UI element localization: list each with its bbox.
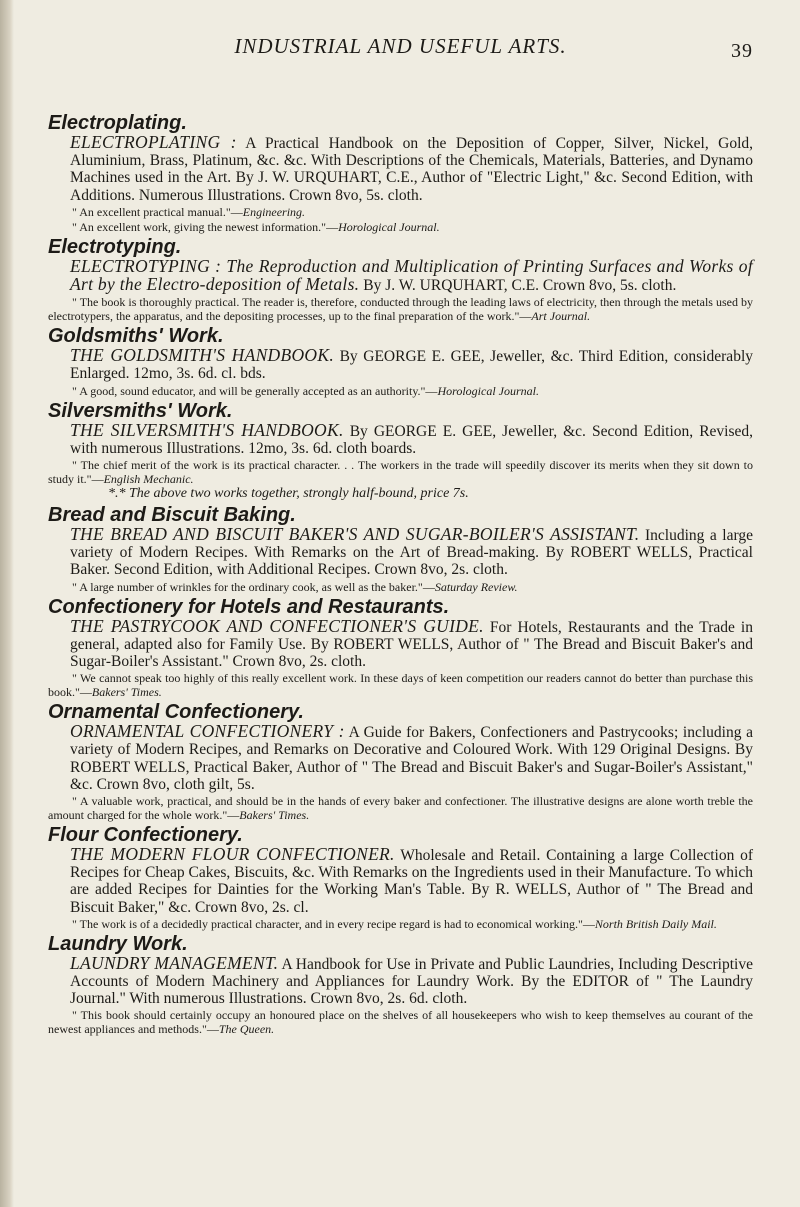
book-description: By GEORGE E. GEE, Jeweller, &c. Second Edition, Revised, with numerous Illustrations. 12mo, 3s. 6d. cloth boards.	[70, 422, 754, 457]
review-quote	[48, 458, 753, 486]
entry-heading: Electrotyping.	[48, 235, 182, 258]
entry-heading: Silversmiths' Work.	[48, 399, 233, 422]
entry-electrotyping	[48, 236, 753, 323]
entry-electroplating	[48, 112, 753, 234]
entry-body	[70, 255, 753, 295]
book-description: For Hotels, Restaurants and the Trade in general, adapted also for Family Use. By ROBERT WELLS, Author of " The Bread and Biscuit Baker's and Sugar-Boiler's Assistant." Crown 8vo, 2s. cloth.	[70, 618, 753, 671]
entry-body	[70, 846, 753, 916]
book-description: Including a large variety of Modern Recipes. With Remarks on the Art of Bread-making. By ROBERT WELLS, Practical Baker. Second Edition, with Additional Recipes. Crown 8vo, 2s. cloth.	[70, 527, 754, 579]
review-text: " The work is of a decidedly practical character, and in every recipe regard is had to economical working."—	[72, 916, 595, 931]
running-head	[48, 30, 753, 64]
review-quote	[48, 917, 753, 931]
entry-goldsmiths-work	[48, 325, 753, 397]
book-page	[48, 30, 753, 1038]
review-quote	[48, 295, 753, 323]
review-source: Horological Journal.	[437, 383, 539, 398]
review-quote	[48, 205, 753, 219]
review-text: " The chief merit of the work is its practical character. . . The workers in the trade will speedily discover its merits when they sit down to study it."—	[48, 458, 753, 487]
book-description: By GEORGE E. GEE, Jeweller, &c. Third Edition, considerably Enlarged. 12mo, 3s. 6d. cl. bds.	[70, 348, 753, 383]
book-title: ELECTROPLATING :	[70, 132, 237, 152]
entry-heading: Electroplating.	[48, 112, 187, 134]
review-source: Bakers' Times.	[239, 808, 310, 823]
review-source: Art Journal.	[531, 309, 591, 324]
entry-body	[70, 723, 753, 793]
entry-laundry-work	[48, 933, 753, 1037]
review-quote	[48, 1008, 753, 1036]
book-description: A Guide for Bakers, Confectioners and Pastrycooks; including a variety of Modern Recipes, and Remarks on Decorative and Coloured Work. With 129 Original Designs. By ROBERT WELLS, Practical Baker, Author of " The Bread and Biscuit Baker's and Sugar-Boiler's Assistant," &c. Crown 8vo, cloth gilt, 5s.	[70, 724, 753, 793]
entry-body	[70, 526, 753, 579]
review-text: " A valuable work, practical, and should be in the hands of every baker and confectioner. The illustrative designs are alone worth treble the amount charged for the whole work."—	[48, 794, 753, 823]
entry-confectionery-hotels	[48, 596, 753, 700]
review-text: " A large number of wrinkles for the ordinary cook, as well as the baker."—	[72, 579, 435, 594]
entry-silversmiths-work	[48, 400, 753, 502]
review-text: " We cannot speak too highly of this really excellent work. In these days of keen competition our readers cannot do better than purchase this book."—	[48, 671, 753, 700]
review-text: " This book should certainly occupy an honoured place on the shelves of all housekeepers who wish to keep themselves au courant of the newest appliances and methods."—	[48, 1008, 753, 1037]
review-text: " An excellent work, giving the newest information."—	[72, 219, 339, 234]
review-source: Bakers' Times.	[91, 685, 162, 700]
review-quote	[48, 580, 753, 594]
review-quote	[48, 671, 753, 699]
book-description: A Handbook for Use in Private and Public Laundries, Including Descriptive Accounts of Modern Machinery and Appliances for Laundry Work. By the EDITOR of " The Laundry Journal." With numerous Illustrations. Crown 8vo, 2s. 6d. cloth.	[70, 955, 753, 1008]
entry-body	[70, 347, 753, 382]
entry-heading: Confectionery for Hotels and Restaurants.	[48, 595, 450, 618]
review-quote	[48, 794, 753, 822]
entry-body	[70, 952, 753, 1008]
book-title: THE SILVERSMITH'S HANDBOOK.	[70, 419, 344, 440]
review-quote	[48, 384, 753, 398]
book-description: By J. W. URQUHART, C.E. Crown 8vo, 5s. cloth.	[363, 277, 677, 295]
combined-price-note: *.* The above two works together, strongly half-bound, price 7s.	[108, 486, 469, 502]
review-text: " The book is thoroughly practical. The reader is, therefore, conducted through the leading laws of electricity, then through the metals used by electrotypers, the apparatus, and the depositing processes, up to the final preparation of the work."—	[48, 295, 753, 324]
book-title: THE PASTRYCOOK AND CONFECTIONER'S GUIDE.	[70, 615, 484, 636]
entry-ornamental-confectionery	[48, 701, 753, 822]
review-text: " An excellent practical manual."—	[72, 204, 243, 219]
catalogue-entries	[48, 112, 753, 1036]
book-title: LAUNDRY MANAGEMENT.	[70, 952, 279, 973]
review-quote	[48, 220, 753, 234]
book-description: Wholesale and Retail. Containing a large Collection of Recipes for Cheap Cakes, Biscuits, &c. With Remarks on the Ingredients used in their Manufacture. To which are added Recipes for Dainties for the Working Man's Table. By R. WELLS, Author of " The Bread and Biscuit Baker," &c. Crown 8vo, 2s. cl.	[70, 847, 753, 916]
running-title: INDUSTRIAL AND USEFUL ARTS.	[234, 34, 567, 58]
review-source: Horological Journal.	[338, 219, 440, 234]
entry-body	[70, 134, 753, 204]
book-spine-shadow	[0, 0, 14, 1207]
entry-flour-confectionery	[48, 824, 753, 931]
review-text: " A good, sound educator, and will be generally accepted as an authority."—	[72, 383, 438, 398]
book-title: THE GOLDSMITH'S HANDBOOK.	[70, 345, 335, 366]
review-source: The Queen.	[218, 1022, 275, 1037]
entry-body	[70, 615, 753, 671]
entry-body	[70, 419, 754, 457]
entry-heading: Bread and Biscuit Baking.	[48, 504, 296, 527]
page-number: 39	[731, 40, 753, 62]
book-description: A Practical Handbook on the Deposition of Copper, Silver, Nickel, Gold, Aluminium, Brass, Platinum, &c. &c. With Descriptions of the Chemicals, Materials, Batteries, and Dynamo Machines used in the Art. By J. W. URQUHART, C.E., Author of "Electric Light," &c. Second Edition, with Additions. Numerous Illustrations. Crown 8vo, 5s. cloth.	[70, 135, 753, 204]
review-source: North British Daily Mail.	[594, 916, 717, 931]
entry-heading: Laundry Work.	[48, 932, 188, 955]
book-title: ORNAMENTAL CONFECTIONERY :	[70, 721, 345, 742]
review-source: Engineering.	[242, 204, 306, 219]
entry-bread-biscuit-baking	[48, 504, 753, 594]
book-title: ELECTROTYPING : The Reproduction and Multiplication of Printing Surfaces and Works of Art by the Electro-deposition of Metals.	[70, 255, 753, 295]
entry-heading: Ornamental Confectionery.	[48, 701, 304, 724]
entry-heading: Goldsmiths' Work.	[48, 325, 224, 348]
book-title: THE BREAD AND BISCUIT BAKER'S AND SUGAR-BOILER'S ASSISTANT.	[70, 524, 640, 545]
review-source: Saturday Review.	[434, 579, 518, 594]
review-source: English Mechanic.	[103, 472, 194, 487]
entry-heading: Flour Confectionery.	[48, 824, 243, 847]
book-title: THE MODERN FLOUR CONFECTIONER.	[70, 844, 395, 865]
